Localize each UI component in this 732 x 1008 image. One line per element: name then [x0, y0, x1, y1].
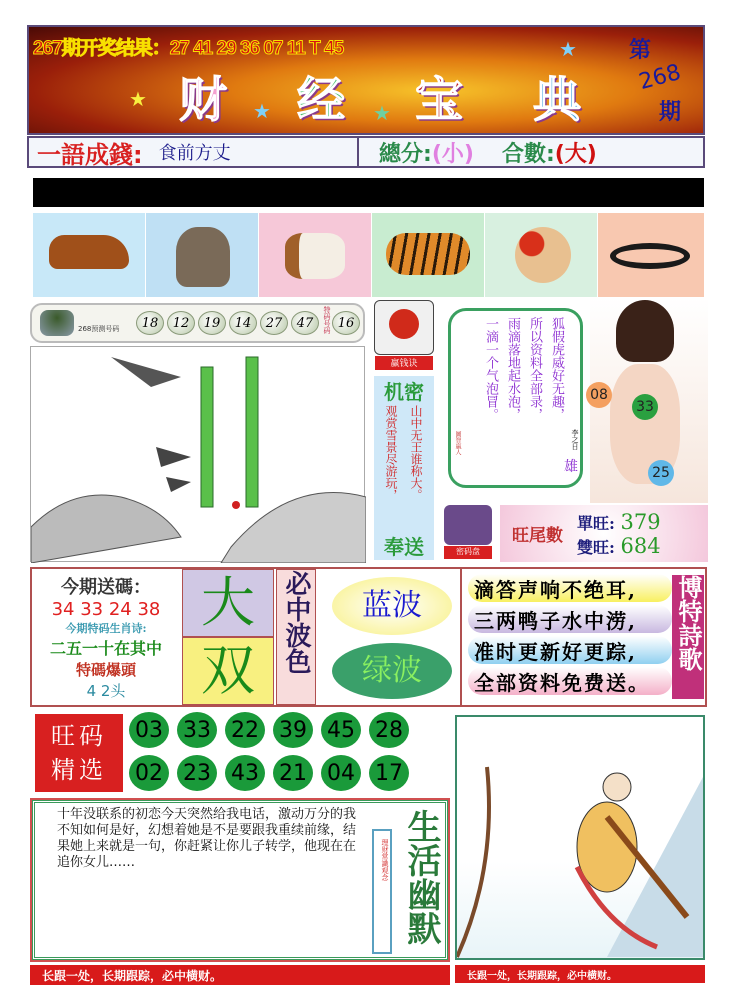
title-char: 财 [179, 72, 228, 128]
hot-label: 旺码精选 [35, 714, 123, 792]
slogan-bar [27, 136, 705, 168]
tiger-image [372, 213, 484, 297]
number-ball: 12 [167, 311, 195, 335]
big-label: 大 [182, 569, 274, 637]
hot-ball: 04 [321, 755, 361, 791]
scroll-sign: 雄 [564, 459, 578, 475]
hot-ball: 03 [129, 712, 169, 748]
hot-ball: 33 [177, 712, 217, 748]
sum-label: 合數: [501, 141, 555, 167]
star-icon: ★ [253, 99, 271, 123]
gift-numbers: 34 33 24 38 [51, 599, 161, 620]
secret-line: 观赏雪景尽游玩， [384, 405, 398, 501]
dog-image [259, 213, 371, 297]
number-ball: 18 [136, 311, 164, 335]
number-ball: 47 [291, 311, 319, 335]
green-wave: 绿波 [332, 643, 452, 699]
bamboo-illustration [30, 346, 365, 562]
even-label: 双 [182, 637, 274, 705]
poem-line: 准时更新好更踪, [468, 636, 672, 664]
star-icon: ★ [129, 87, 147, 111]
issue-prefix: 第 [629, 38, 652, 63]
hot-ball: 45 [321, 712, 361, 748]
secret-box [374, 376, 434, 560]
poem-lines [468, 571, 672, 698]
tail-label: 旺尾數 [512, 526, 563, 546]
hot-row-1 [125, 712, 413, 748]
hot-ball: 21 [273, 755, 313, 791]
gift-label: 奉送 [384, 535, 424, 559]
code-disk-label: 密码盘 [444, 546, 492, 559]
hot-ball: 23 [177, 755, 217, 791]
number-ball: 19 [198, 311, 226, 335]
footer-right: 长跟一处，长期跟踪，必中横财。 [455, 965, 705, 983]
issue-value: 268 [636, 59, 684, 96]
poem-line: 滴答声响不绝耳, [468, 574, 672, 602]
prediction-panel [30, 567, 707, 707]
joke-text: 十年没联系的初恋今天突然给我电话，激动万分的我不知如何是好，幻想着她是不是要跟我重续前缘，结果她上来就是一句，你赶紧让你儿子转学，他现在在追你女儿…… [57, 807, 357, 870]
joke-title: 生活幽默 [401, 809, 441, 945]
scroll-stamp: 圖智嬴人 [454, 431, 461, 455]
joke-side-note: 理财常識观念 [372, 829, 392, 954]
joke-box [32, 800, 448, 960]
footer-left: 长跟一处，长期跟踪，必中横财。 [30, 965, 450, 985]
scroll-line: 雨滴落地起水泡， [505, 317, 520, 421]
prediction-row [30, 303, 365, 343]
head-label: 特碼爆頭 [75, 661, 136, 679]
number-ball: 27 [260, 311, 288, 335]
poem-scroll [448, 308, 583, 488]
poem-line: 全部资料免费送。 [468, 667, 672, 695]
sum-value: (大) [554, 141, 597, 167]
model-photo [590, 298, 708, 503]
poem-label: 今期特码生肖诗: [65, 622, 147, 635]
monkey-image [146, 213, 258, 297]
star-icon: ★ [373, 101, 391, 125]
title-char: 典 [533, 72, 582, 128]
title-char: 宝 [415, 72, 464, 128]
star-icon: ★ [559, 37, 577, 61]
win-money-label: 赢钱诀 [375, 356, 433, 370]
scroll-line: 一滴一个气泡冒。 [483, 317, 498, 421]
issue-number [625, 33, 695, 129]
issue-suffix: 期 [659, 100, 682, 125]
title-char: 经 [297, 72, 346, 128]
prediction-label: 268预测号码 [78, 325, 120, 333]
slogan-phrase: 食前方丈 [158, 143, 231, 164]
head-value: 4 2头 [86, 682, 126, 700]
model-ball: 25 [648, 460, 674, 486]
model-ball: 33 [632, 394, 658, 420]
scroll-line: 所以资料全部录， [527, 317, 542, 421]
code-disk-icon [444, 505, 492, 545]
tree-icon [40, 310, 74, 336]
model-ball: 08 [586, 382, 612, 408]
total-value: (小) [431, 141, 474, 167]
scroll-author: 李之日 [571, 429, 579, 450]
gift-numbers-box [36, 573, 176, 701]
secret-title: 机密 [384, 380, 424, 404]
total-label: 總分: [379, 141, 432, 167]
zither-illustration [455, 715, 705, 960]
blue-wave: 蓝波 [332, 577, 452, 635]
horse-image [33, 213, 145, 297]
header-banner [27, 25, 705, 135]
tail-box [500, 505, 708, 562]
poem-line: 三两鸭子水中涝, [468, 605, 672, 633]
snake-image [598, 213, 704, 297]
panel-divider [460, 569, 462, 705]
hot-ball: 28 [369, 712, 409, 748]
hot-row-2 [125, 755, 413, 791]
single-value: 379 [620, 509, 661, 534]
poem-title: 博特詩歌 [672, 575, 704, 699]
special-label: 特码号码 [323, 306, 331, 334]
musician-drawing [457, 717, 703, 958]
single-label: 單旺: [577, 513, 615, 533]
hot-ball: 43 [225, 755, 265, 791]
double-label: 雙旺: [577, 537, 615, 557]
gift-title: 今期送碼： [61, 577, 151, 598]
bamboo-bird-drawing [31, 347, 366, 563]
hot-ball: 02 [129, 755, 169, 791]
scroll-line: 狐假虎威好无趣， [549, 317, 564, 421]
number-ball: 14 [229, 311, 257, 335]
hot-ball: 17 [369, 755, 409, 791]
double-value: 684 [620, 533, 661, 558]
previous-result: 267期开奖结果：27 41 29 36 07 11 T 45 [33, 38, 344, 59]
slogan-label: 一語成錢: [37, 140, 143, 169]
secret-line: 山中无王谁称大。 [409, 405, 423, 501]
hot-ball: 39 [273, 712, 313, 748]
wave-label: 必中波色 [276, 569, 316, 705]
hot-ball: 22 [225, 712, 265, 748]
rooster-image [485, 213, 597, 297]
special-ball: 16 [332, 311, 360, 335]
black-divider [33, 178, 704, 207]
win-money-icon [374, 300, 434, 355]
zodiac-poem: 二五一十在其中 [49, 639, 162, 658]
